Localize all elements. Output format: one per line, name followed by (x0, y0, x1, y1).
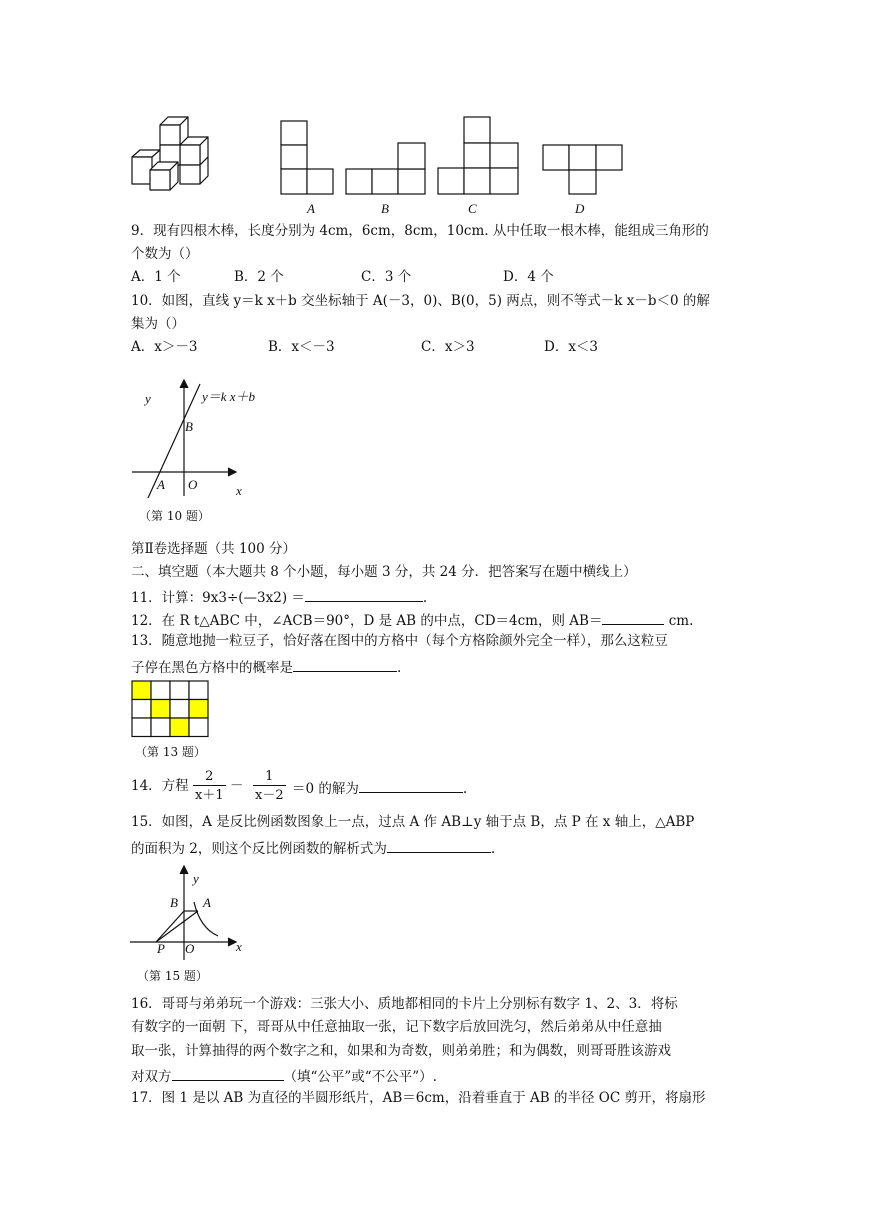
q10-option-b: B．x＜－3 (268, 339, 335, 355)
q15-origin-label: O (185, 941, 195, 956)
q10-point-b-label: B (185, 419, 193, 434)
q10-caption: （第 10 题） (139, 509, 210, 523)
q11-answer-blank[interactable] (305, 589, 423, 602)
q14-rest (292, 780, 467, 797)
q9-option-a: A．1 个 (131, 269, 181, 285)
q13-line2-text: 子停在黑色方格中的概率是 (131, 660, 293, 676)
section2-title: 第Ⅱ卷选择题（共 100 分） (131, 541, 297, 557)
q10-option-c: C．x＞3 (421, 339, 475, 355)
q15-x-label: x (236, 939, 242, 954)
q9-line1: 9．现有四根木棒，长度分别为 4cm，6cm，8cm，10cm. 从中任取一根木棒，能组成三角形的 (131, 223, 709, 239)
grid-cell-shaded (151, 700, 170, 719)
q12-text: 12．在 R t△ABC 中，∠ACB＝90°，D 是 AB 的中点，CD＝4cm，则 AB＝ (131, 613, 603, 629)
q14-fraction-2-denominator: x－2 (253, 785, 286, 802)
q11 (131, 589, 427, 606)
grid-cell-shaded (189, 700, 208, 719)
grid-cell-shaded (132, 681, 151, 700)
q16-line3: 取一张，计算抽得的两个数字之和，如果和为奇数，则弟弟胜；和为偶数，则哥哥胜该游戏 (131, 1043, 671, 1059)
q13-grid (131, 680, 211, 738)
grid-cell (189, 718, 208, 737)
q10-origin-label: O (188, 477, 198, 492)
q14-fraction-1-denominator: x＋1 (193, 785, 226, 802)
q10-line2: 集为（） (131, 316, 185, 332)
net-d (542, 144, 624, 196)
q16-line4-prefix: 对双方 (131, 1069, 172, 1085)
net-label-d: D (575, 201, 585, 216)
q14-answer-blank[interactable] (359, 780, 463, 793)
q11-end: . (422, 590, 428, 606)
q16-answer-blank[interactable] (172, 1068, 284, 1081)
q15-point-b-label: B (170, 895, 178, 910)
q12 (131, 612, 693, 629)
q16-line4-suffix: （填“公平”或“不公平”）. (283, 1069, 437, 1085)
q14-minus: － (230, 778, 244, 794)
cube-stack-figure (128, 110, 228, 192)
net-label-c: C (468, 201, 477, 216)
q9-line2: 个数为（） (131, 246, 199, 262)
grid-cell (189, 681, 208, 700)
q9-option-b: B．2 个 (234, 269, 284, 285)
net-label-a: A (307, 201, 315, 216)
q15-line1: 15．如图，A 是反比例函数图象上一点，过点 A 作 AB⊥y 轴于点 B，点 P 在 x 轴上，△ABP (131, 814, 695, 830)
q13-end: . (397, 660, 402, 676)
q15-line2 (131, 840, 495, 857)
grid-cell (170, 681, 189, 700)
q15-end: . (490, 841, 496, 857)
q9-option-d: D．4 个 (503, 269, 554, 285)
q10-line1: 10．如图，直线 y＝k x＋b 交坐标轴于 A(－3，0)、B(0，5) 两点，则不等式－k x－b＜0 的解 (131, 293, 710, 309)
q12-answer-blank[interactable] (602, 612, 664, 625)
q15-point-p-label: P (157, 941, 165, 956)
q15-line2-text: 的面积为 2，则这个反比例函数的解析式为 (131, 841, 387, 857)
q10-option-d: D．x＜3 (544, 339, 599, 355)
q10-option-a: A．x＞－3 (131, 339, 198, 355)
q14-suffix: ＝0 的解为 (292, 781, 359, 797)
grid-cell-shaded (170, 718, 189, 737)
net-b (345, 142, 429, 196)
q12-end: cm. (668, 613, 694, 629)
q15-y-label: y (193, 871, 199, 886)
q14-fraction-1-numerator: 2 (205, 769, 214, 784)
q10-y-label: y (145, 391, 151, 406)
q13-caption: （第 13 题） (135, 745, 206, 759)
q14-fraction-2-numerator: 1 (265, 769, 274, 784)
q16-line4 (131, 1068, 437, 1085)
q9-option-c: C．3 个 (361, 269, 412, 285)
q15-point-a-label: A (203, 895, 211, 910)
q14-fraction-1 (193, 770, 226, 802)
q16-line2: 有数字的一面朝 下，哥哥从中任意抽取一张，记下数字后放回洗匀，然后弟弟从中任意抽 (131, 1019, 662, 1035)
q14-end: . (462, 781, 468, 797)
q15-answer-blank[interactable] (387, 840, 491, 853)
q14-prefix: 14．方程 (131, 778, 189, 794)
q10-equation-label: y＝k x＋b (202, 389, 256, 404)
q16-line1: 16．哥哥与弟弟玩一个游戏：三张大小、质地都相同的卡片上分别标有数字 1、2、3．将标 (131, 996, 678, 1012)
q13-answer-blank[interactable] (293, 659, 397, 672)
q17-line1: 17．图 1 是以 AB 为直径的半圆形纸片，AB＝6cm，沿着垂直于 AB 的半径 OC 剪开，将扇形 (131, 1090, 706, 1106)
q13-line1: 13．随意地抛一粒豆子，恰好落在图中的方格中（每个方格除颜外完全一样），那么这粒豆 (131, 633, 668, 649)
q10-point-a-label: A (157, 477, 165, 492)
grid-cell (170, 700, 189, 719)
q14-fraction-2 (253, 770, 286, 802)
q15-caption: （第 15 题） (137, 969, 208, 983)
q10-x-label: x (236, 483, 242, 498)
grid-cell (151, 681, 170, 700)
grid-cell (132, 718, 151, 737)
net-c (437, 116, 521, 196)
q13-line2 (131, 659, 401, 676)
net-label-b: B (381, 201, 389, 216)
net-a (280, 120, 336, 196)
grid-cell (132, 700, 151, 719)
grid-cell (151, 718, 170, 737)
section2-heading: 二、填空题（本大题共 8 个小题，每小题 3 分，共 24 分．把答案写在题中横线上） (131, 564, 637, 580)
q11-text: 11．计算：9x3÷(—3x2) ＝ (131, 590, 305, 606)
